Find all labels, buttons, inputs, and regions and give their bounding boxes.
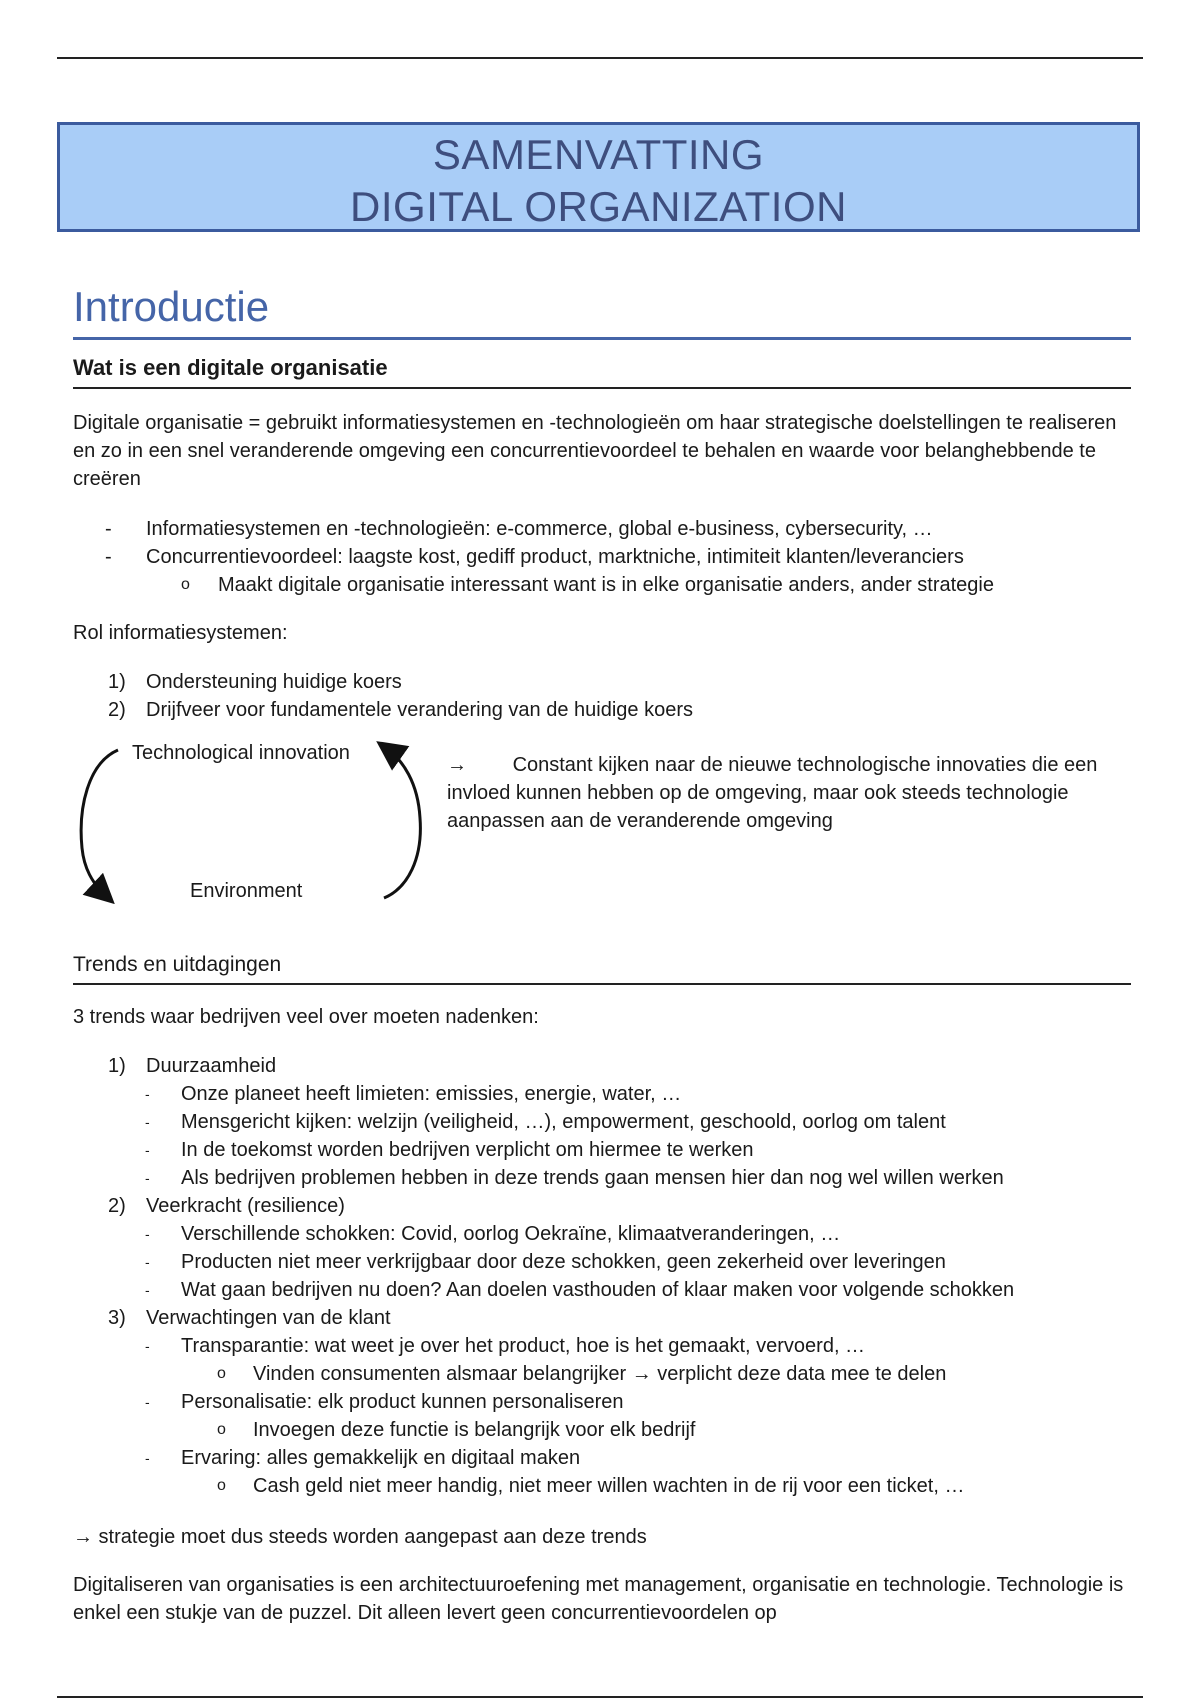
bullet-text: In de toekomst worden bedrijven verplicht om hiermee te werken [181, 1139, 754, 1161]
list-item [73, 1136, 1153, 1164]
bullet-text: Als bedrijven problemen hebben in deze trends gaan mensen hier dan nog wel willen werken [181, 1167, 1004, 1189]
bullet-text: Concurrentievoordeel: laagste kost, gediff product, marktniche, intimiteit klanten/leveranciers [146, 546, 964, 568]
cycle-description-text: Constant kijken naar de nieuwe technologische innovaties die een invloed kunnen hebben op de omgeving, maar ook steeds technologie aanpassen aan de veranderende omgeving [447, 754, 1098, 832]
dash-marker: - [105, 518, 112, 540]
subheading-rule [73, 387, 1131, 389]
list-item [73, 1248, 1153, 1276]
environment-label: Environment [190, 880, 303, 902]
section-heading: Introductie [73, 283, 270, 330]
bullet-text: Informatiesystemen en -technologieën: e-commerce, global e-business, cybersecurity, … [146, 518, 933, 540]
number-marker: 2) [108, 1195, 126, 1217]
dash-marker: - [145, 1394, 150, 1410]
cycle-description [447, 751, 1137, 835]
dash-marker: - [145, 1282, 150, 1298]
subheading: Wat is een digitale organisatie [73, 355, 388, 380]
list-item [73, 1276, 1153, 1304]
circle-marker: o [181, 576, 190, 593]
dash-marker: - [145, 1226, 150, 1242]
list-item [73, 515, 1133, 543]
trends-heading-rule [73, 983, 1131, 985]
bottom-rule [57, 1696, 1143, 1698]
bullet-text: Wat gaan bedrijven nu doen? Aan doelen vasthouden of klaar maken voor volgende schokken [181, 1279, 1015, 1301]
bullet-text: Verschillende schokken: Covid, oorlog Oekraïne, klimaatveranderingen, … [181, 1223, 841, 1245]
list-item [73, 1416, 1153, 1444]
dash-marker: - [145, 1170, 150, 1186]
trend-item [73, 1304, 1153, 1332]
trends-list [73, 1052, 1153, 1500]
rol-heading: Rol informatiesystemen: [73, 622, 288, 644]
dash-marker: - [145, 1142, 150, 1158]
bullet-text: Ervaring: alles gemakkelijk en digitaal maken [181, 1447, 581, 1469]
rol-item-text: Ondersteuning huidige koers [146, 671, 402, 693]
title-line-2: DIGITAL ORGANIZATION [350, 183, 847, 230]
innovation-cycle-diagram [78, 738, 428, 908]
trends-heading: Trends en uitdagingen [73, 953, 282, 976]
top-rule [57, 57, 1143, 59]
dash-marker: - [145, 1114, 150, 1130]
dash-marker: - [145, 1254, 150, 1270]
definition-bullets [73, 515, 1133, 599]
trends-conclusion: → strategie moet dus steeds worden aangepast aan deze trends [73, 1526, 647, 1548]
technological-innovation-label: Technological innovation [132, 742, 350, 764]
trend-label: Veerkracht (resilience) [146, 1195, 345, 1217]
bullet-text: Maakt digitale organisatie interessant want is in elke organisatie anders, ander strategie [218, 574, 994, 596]
bullet-text: Vinden consumenten alsmaar belangrijker → verplicht deze data mee te delen [253, 1363, 947, 1385]
list-item [73, 1472, 1153, 1500]
bullet-text: Cash geld niet meer handig, niet meer willen wachten in de rij voor een ticket, … [253, 1475, 965, 1497]
list-item [73, 1220, 1153, 1248]
dash-marker: - [145, 1338, 150, 1354]
number-marker: 1) [108, 671, 126, 693]
circle-marker: o [217, 1477, 226, 1494]
right-cycle-arrow [384, 748, 420, 898]
bullet-text: Onze planeet heeft limieten: emissies, energie, water, … [181, 1083, 682, 1105]
arrow-icon: → [447, 754, 467, 776]
section-heading-rule [73, 337, 1131, 340]
document-title-box [57, 122, 1140, 232]
left-cycle-arrow [81, 750, 118, 896]
rol-item-text: Drijfveer voor fundamentele verandering van de huidige koers [146, 699, 693, 721]
bullet-text: Personalisatie: elk product kunnen personaliseren [181, 1391, 624, 1413]
list-item [73, 1108, 1153, 1136]
list-item [73, 543, 1133, 571]
definition-paragraph: Digitale organisatie = gebruikt informatiesystemen en -technologieën om haar strategische doelstellingen te realiseren en zo in een snel veranderende omgeving een concurrentievoordeel te behalen en waarde voor belanghebbende te creëren [73, 412, 1117, 490]
title-line-1: SAMENVATTING [432, 131, 765, 178]
list-item [73, 668, 1133, 696]
trends-intro: 3 trends waar bedrijven veel over moeten nadenken: [73, 1006, 539, 1028]
trend-label: Duurzaamheid [146, 1055, 277, 1077]
bullet-text: Producten niet meer verkrijgbaar door deze schokken, geen zekerheid over leveringen [181, 1251, 946, 1273]
bullet-text: Invoegen deze functie is belangrijk voor elk bedrijf [253, 1419, 696, 1441]
trend-label: Verwachtingen van de klant [146, 1307, 391, 1329]
list-item [73, 1444, 1153, 1472]
list-item [73, 1080, 1153, 1108]
rol-list [73, 668, 1133, 724]
circle-marker: o [217, 1365, 226, 1382]
dash-marker: - [105, 546, 112, 568]
list-item [73, 1388, 1153, 1416]
circle-marker: o [217, 1421, 226, 1438]
bullet-text: Transparantie: wat weet je over het product, hoe is het gemaakt, vervoerd, … [181, 1335, 866, 1357]
trend-item [73, 1052, 1153, 1080]
list-item [73, 571, 1133, 599]
list-item [73, 1164, 1153, 1192]
dash-marker: - [145, 1086, 150, 1102]
dash-marker: - [145, 1450, 150, 1466]
trend-item [73, 1192, 1153, 1220]
list-item [73, 1360, 1153, 1388]
number-marker: 1) [108, 1055, 126, 1077]
list-item [73, 1332, 1153, 1360]
bullet-text: Mensgericht kijken: welzijn (veiligheid, …), empowerment, geschoold, oorlog om talent [181, 1111, 946, 1133]
number-marker: 2) [108, 699, 126, 721]
list-item [73, 696, 1133, 724]
closing-paragraph: Digitaliseren van organisaties is een architectuuroefening met management, organisatie en technologie. Technologie is enkel een stukje van de puzzel. Dit alleen levert geen concurrentievoordelen op [73, 1574, 1124, 1624]
number-marker: 3) [108, 1307, 126, 1329]
